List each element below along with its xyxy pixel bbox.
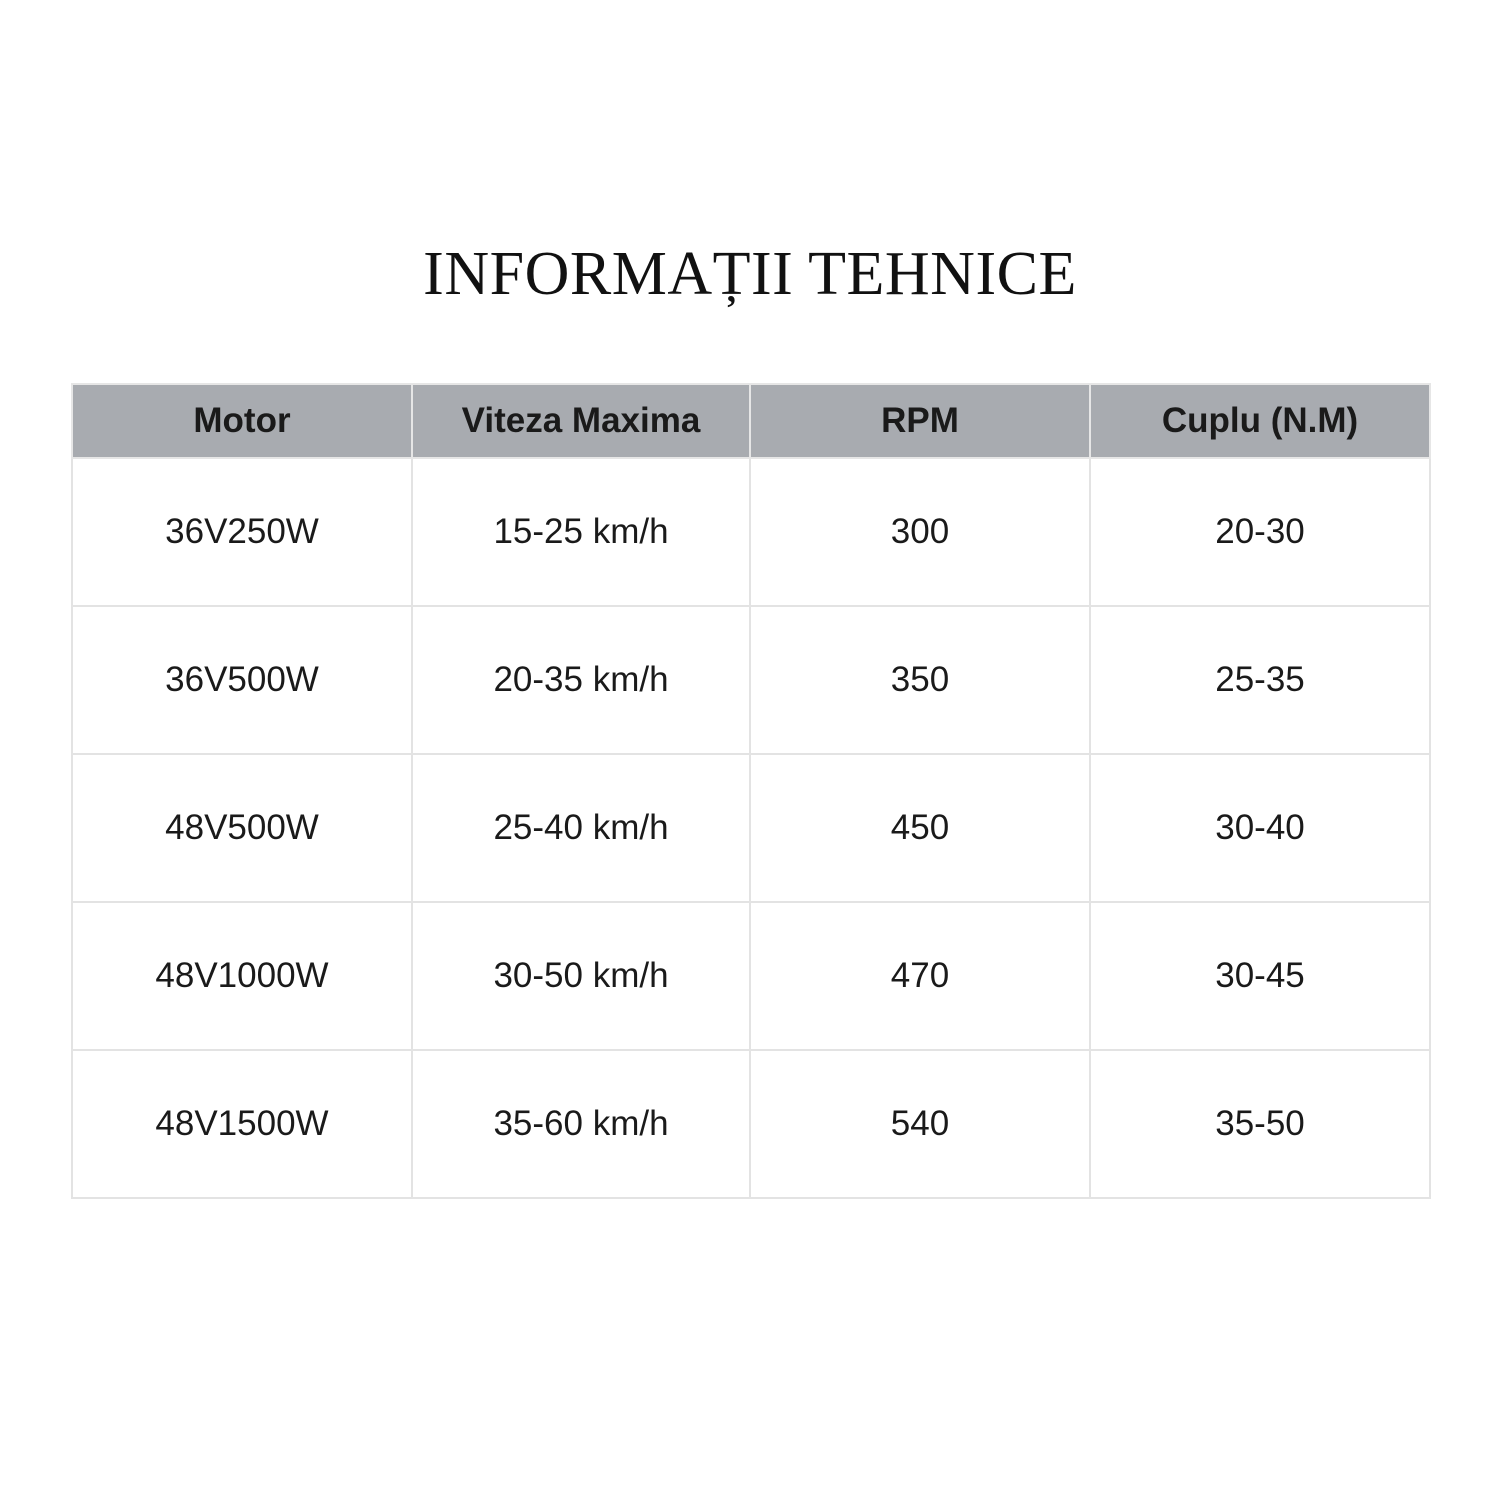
table-row xyxy=(72,606,1430,754)
cell-torque: 25-35 xyxy=(1090,606,1430,754)
header-motor: Motor xyxy=(72,384,412,458)
table-header xyxy=(72,384,1430,458)
cell-max-speed: 30-50 km/h xyxy=(412,902,750,1050)
cell-rpm: 300 xyxy=(750,458,1090,606)
page-title: INFORMAȚII TEHNICE xyxy=(423,240,1077,308)
cell-motor: 48V1500W xyxy=(72,1050,412,1198)
table-header-row xyxy=(72,384,1430,458)
table-body xyxy=(72,458,1430,1198)
header-rpm: RPM xyxy=(750,384,1090,458)
table-row xyxy=(72,458,1430,606)
cell-rpm: 450 xyxy=(750,754,1090,902)
cell-torque: 35-50 xyxy=(1090,1050,1430,1198)
cell-motor: 48V1000W xyxy=(72,902,412,1050)
cell-torque: 20-30 xyxy=(1090,458,1430,606)
cell-max-speed: 25-40 km/h xyxy=(412,754,750,902)
header-torque: Cuplu (N.M) xyxy=(1090,384,1430,458)
table-row xyxy=(72,1050,1430,1198)
table-row xyxy=(72,754,1430,902)
cell-torque: 30-45 xyxy=(1090,902,1430,1050)
cell-max-speed: 15-25 km/h xyxy=(412,458,750,606)
cell-torque: 30-40 xyxy=(1090,754,1430,902)
cell-rpm: 350 xyxy=(750,606,1090,754)
cell-motor: 36V500W xyxy=(72,606,412,754)
cell-rpm: 470 xyxy=(750,902,1090,1050)
cell-rpm: 540 xyxy=(750,1050,1090,1198)
cell-max-speed: 35-60 km/h xyxy=(412,1050,750,1198)
cell-motor: 36V250W xyxy=(72,458,412,606)
technical-specs-table xyxy=(71,383,1431,1199)
cell-motor: 48V500W xyxy=(72,754,412,902)
cell-max-speed: 20-35 km/h xyxy=(412,606,750,754)
header-max-speed: Viteza Maxima xyxy=(412,384,750,458)
table-row xyxy=(72,902,1430,1050)
